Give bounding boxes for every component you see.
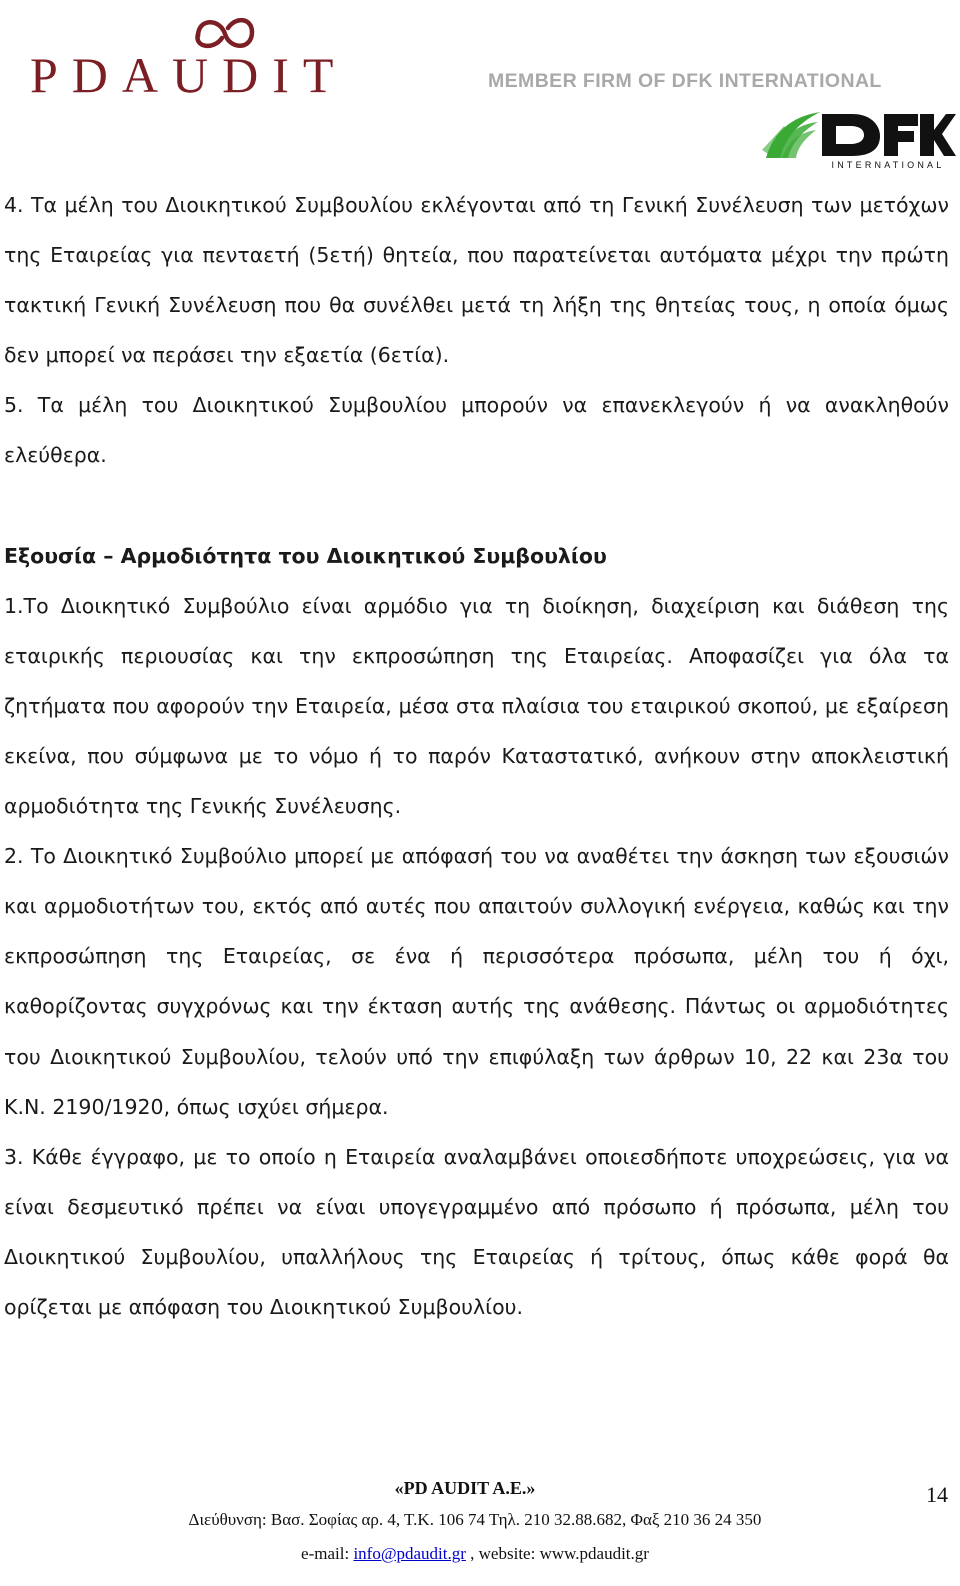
page-footer	[0, 1470, 960, 1586]
email-link[interactable]: info@pdaudit.gr	[353, 1544, 466, 1563]
member-firm-text: MEMBER FIRM OF DFK INTERNATIONAL	[488, 70, 882, 92]
paragraph: 3. Κάθε έγγραφο, με το οποίο η Εταιρεία αναλαμβάνει οποιεσδήποτε υποχρεώσεις, για να είναι δεσμευτικό πρέπει να είναι υπογεγραμμένο από πρόσωπο ή πρόσωπα, μέλη του Διοικητικού Συμβουλίου, υπαλλήλους της Εταιρείας ή τρίτους, όπως κάθε φορά θα ορίζεται με απόφαση του Διοικητικού Συμβουλίου.	[4, 1144, 949, 1319]
page-number: 14	[926, 1482, 948, 1507]
website-label: , website:	[465, 1544, 540, 1563]
page-header	[0, 0, 960, 175]
document-body	[4, 180, 949, 1332]
footer-address: Διεύθυνση: Βασ. Σοφίας αρ. 4, Τ.Κ. 106 74 Τηλ. 210 32.88.682, Φαξ 210 36 24 350	[188, 1510, 762, 1529]
footer-contact	[0, 1544, 950, 1564]
logo-wordmark: PDAUDIT	[30, 47, 348, 103]
dfk-international-logo	[760, 100, 956, 170]
email-label: e-mail:	[301, 1544, 354, 1563]
paragraph: 1.Το Διοικητικό Συμβούλιο είναι αρμόδιο για τη διοίκηση, διαχείριση και διάθεση της εταιρικής περιουσίας και την εκπροσώπηση της Εταιρείας. Αποφασίζει για όλα τα ζητήματα που αφορούν την Εταιρεία, μέσα στα πλαίσια του εταιρικού σκοπού, με εξαίρεση εκείνα, που σύμφωνα με το νόμο ή το παρόν Καταστατικό, ανήκουν στην αποκλειστική αρμοδιότητα της Γενικής Συνέλευσης.	[4, 593, 949, 819]
website-link[interactable]: www.pdaudit.gr	[539, 1544, 649, 1563]
paragraph: 4. Τα μέλη του Διοικητικού Συμβουλίου εκλέγονται από τη Γενική Συνέλευση των μετόχων της Εταιρείας για πενταετή (5ετή) θητεία, που παρατείνεται αυτόματα μέχρι την πρώτη τακτική Γενική Συνέλευση που θα συνέλθει μετά τη λήξη της θητείας τους, η οποία όμως δεν μπορεί να περάσει την εξαετία (6ετία).	[4, 193, 949, 368]
footer-company: «PD AUDIT A.E.»	[394, 1478, 536, 1498]
section-heading: Εξουσία – Αρμοδιότητα του Διοικητικού Συμβουλίου	[4, 543, 607, 568]
paragraph: 2. Το Διοικητικό Συμβούλιο μπορεί με απόφασή του να αναθέτει την άσκηση των εξουσιών και αρμοδιοτήτων του, εκτός από αυτές που απαιτούν συλλογική ενέργεια, καθώς και την εκπροσώπηση της Εταιρείας, σε ένα ή περισσότερα πρόσωπα, μέλη του ή όχι, καθορίζοντας συγχρόνως και την έκταση αυτής της ανάθεσης. Πάντως οι αρμοδιότητες του Διοικητικού Συμβουλίου, τελούν υπό την επιφύλαξη των άρθρων 10, 22 και 23α του Κ.Ν. 2190/1920, όπως ισχύει σήμερα.	[4, 844, 949, 1119]
paragraph: 5. Τα μέλη του Διοικητικού Συμβουλίου μπορούν να επανεκλεγούν ή να ανακληθούν ελεύθερα.	[4, 393, 949, 468]
dfk-subtext: INTERNATIONAL	[831, 160, 945, 170]
